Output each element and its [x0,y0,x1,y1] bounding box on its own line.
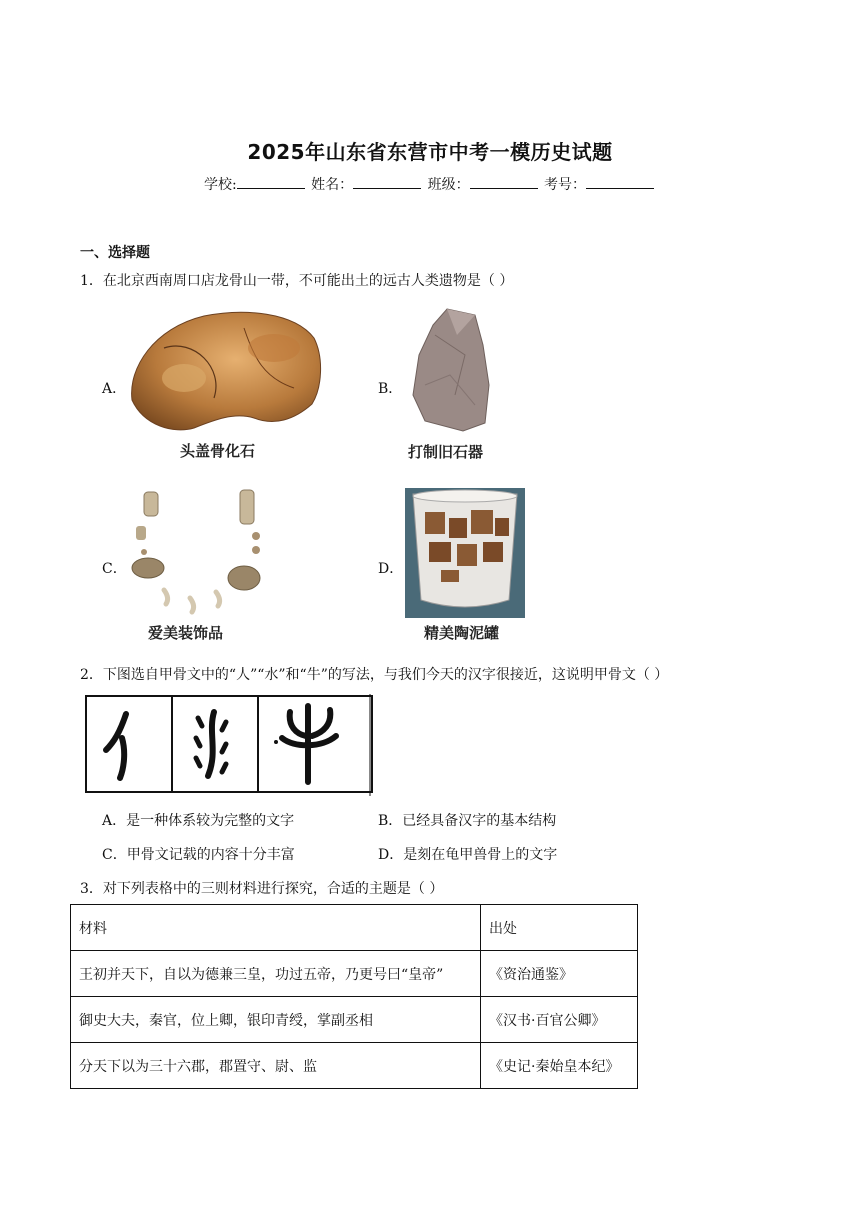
table-row [71,1043,638,1089]
q1-option-d-letter: D． [378,561,404,577]
table-cell-material: 分天下以为三十六郡，郡置守、尉、监 [71,1043,481,1089]
skull-fossil-image [124,308,324,436]
q2-option-a: A．是一种体系较为完整的文字 [102,813,295,829]
q1-option-a-caption: 头盖骨化石 [180,442,256,460]
pottery-jar-image [405,488,525,618]
oracle-bone-characters-image [80,692,380,802]
q1-option-c-letter: C． [102,561,127,577]
table-cell-material: 御史大夫，秦官，位上卿，银印青绶，掌副丞相 [71,997,481,1043]
section-heading: 一、选择题 [80,245,150,261]
page-title: 2025年山东省东营市中考一模历史试题 [247,140,613,164]
name-blank[interactable] [353,176,421,189]
ornaments-image [124,486,274,616]
table-header-source: 出处 [481,905,638,951]
table-row [71,997,638,1043]
table-cell-source: 《汉书·百官公卿》 [481,997,638,1043]
school-blank[interactable] [237,176,305,189]
table-cell-material: 王初并天下，自以为德兼三皇，功过五帝，乃更号曰“皇帝” [71,951,481,997]
materials-table [70,904,638,1089]
name-label: 姓名： [311,177,354,193]
table-header-material: 材料 [71,905,481,951]
table-header-row [71,905,638,951]
student-info-line [0,174,860,194]
stone-tool-image [405,305,495,435]
q2-option-b: B．已经具备汉字的基本结构 [378,813,557,829]
exam-no-label: 考号： [544,177,587,193]
q1-option-d-caption: 精美陶泥罐 [424,624,500,642]
question-1-stem: 1．在北京西南周口店龙骨山一带，不可能出土的远古人类遗物是（ ） [80,273,514,289]
table-cell-source: 《资治通鉴》 [481,951,638,997]
q1-option-b-letter: B． [378,381,403,397]
q2-option-d: D．是刻在龟甲兽骨上的文字 [378,847,558,863]
table-cell-source: 《史记·秦始皇本纪》 [481,1043,638,1089]
question-3-stem: 3．对下列表格中的三则材料进行探究，合适的主题是（ ） [80,881,444,897]
class-blank[interactable] [470,176,538,189]
q1-option-c-caption: 爱美装饰品 [148,624,224,642]
school-label: 学校: [203,177,237,193]
exam-no-blank[interactable] [586,176,654,189]
q1-option-b-caption: 打制旧石器 [408,443,484,461]
q1-option-a-letter: A． [102,381,127,397]
class-label: 班级： [427,177,470,193]
q2-option-c: C．甲骨文记载的内容十分丰富 [102,847,295,863]
question-2-stem: 2．下图选自甲骨文中的“人”“水”和“牛”的写法，与我们今天的汉字很接近，这说明甲骨文（ ） [80,667,669,683]
table-row [71,951,638,997]
